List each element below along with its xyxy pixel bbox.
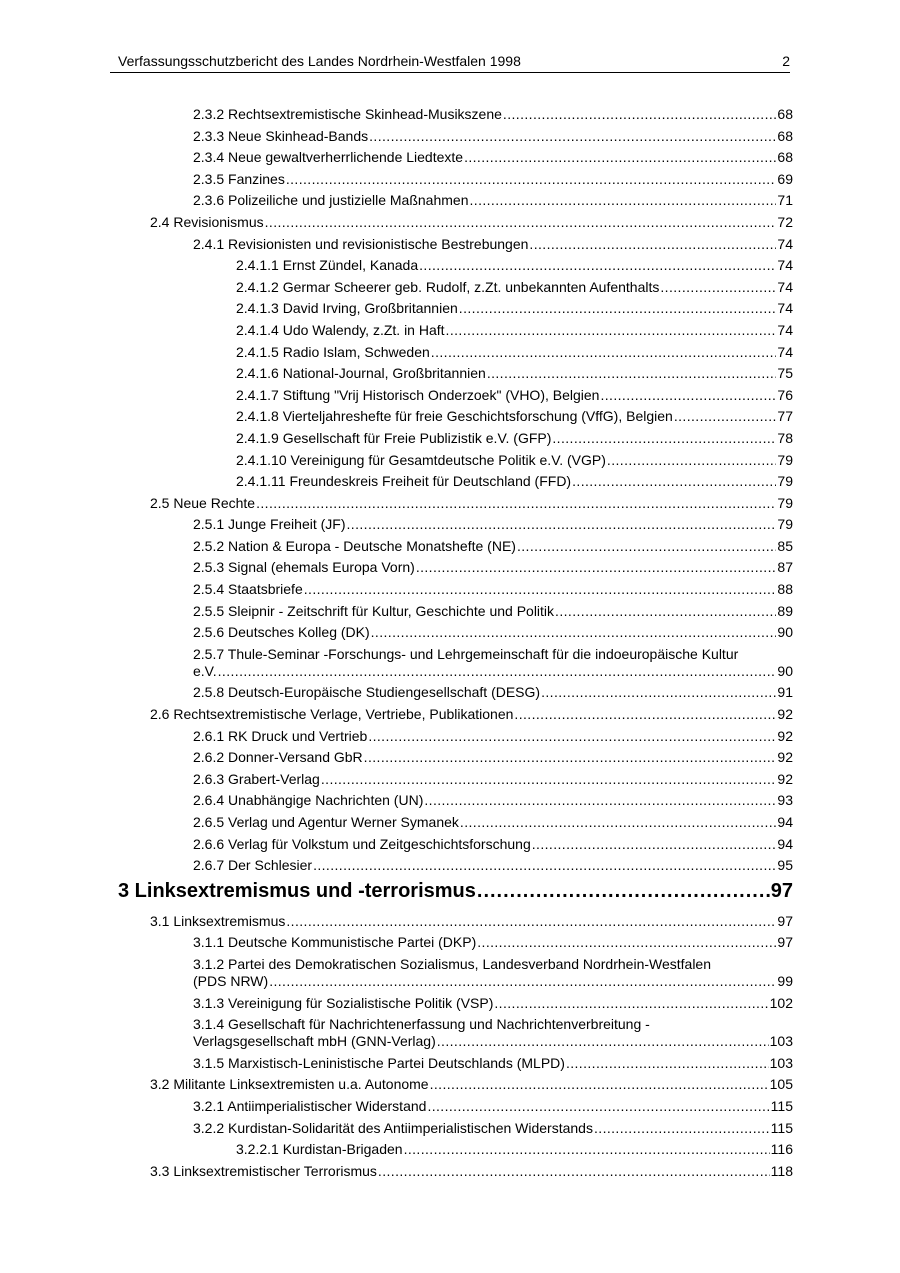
- toc-entry-page: 92: [777, 706, 793, 723]
- toc-entry-page: 79: [777, 451, 793, 468]
- toc-entry-page: 95: [777, 857, 793, 874]
- toc-entry[interactable]: [236, 279, 793, 296]
- toc-entry-page: 92: [777, 727, 793, 744]
- dot-leader: [541, 684, 776, 701]
- dot-leader: [404, 1141, 770, 1158]
- toc-entry-page: 91: [777, 684, 793, 701]
- toc-entry-page: 92: [777, 770, 793, 787]
- dot-leader: [555, 603, 776, 620]
- toc-entry-title: 2.3.2 Rechtsextremistische Skinhead-Musikszene: [193, 106, 502, 122]
- toc-entry-title: 2.4.1.7 Stiftung "Vrij Historisch Onderzoek" (VHO), Belgien: [236, 386, 600, 403]
- toc-entry-page: 85: [777, 537, 793, 554]
- toc-entry[interactable]: [193, 559, 793, 576]
- toc-entry-title: 2.3.3 Neue Skinhead-Bands: [193, 127, 369, 144]
- toc-entry-page: 78: [777, 429, 793, 446]
- toc-entry-title: 2.4.1.6 National-Journal, Großbritannien: [236, 365, 486, 382]
- toc-entry[interactable]: [193, 516, 793, 533]
- toc-entry-title: 2.4.1.11 Freundeskreis Freiheit für Deutschland (FFD): [236, 473, 572, 490]
- toc-entry[interactable]: [193, 624, 793, 641]
- toc-entry-page: 74: [777, 321, 793, 338]
- toc-entry[interactable]: [150, 1076, 793, 1093]
- toc-entry[interactable]: [193, 857, 793, 874]
- page-header: [110, 52, 790, 73]
- toc-entry-title: 2.3.5 Fanzines: [193, 170, 285, 187]
- dot-leader: [431, 344, 777, 361]
- toc-entry[interactable]: [193, 836, 793, 853]
- dot-leader: [424, 792, 776, 809]
- toc-entry[interactable]: [193, 934, 793, 951]
- toc-entry-title: 3.1.1 Deutsche Kommunistische Partei (DKP): [193, 934, 477, 951]
- toc-entry[interactable]: [236, 387, 793, 404]
- dot-leader: [660, 279, 776, 296]
- dot-leader: [464, 149, 776, 166]
- toc-entry-title: 2.5.5 Sleipnir - Zeitschrift für Kultur, Geschichte und Politik: [193, 602, 555, 619]
- toc-entry-title: 3.2.2.1 Kurdistan-Brigaden: [236, 1141, 403, 1158]
- toc-entry[interactable]: [193, 728, 793, 745]
- dot-leader: [378, 1163, 770, 1180]
- toc-entry-title: 3 Linksextremismus und -terrorismus: [118, 879, 476, 902]
- toc-entry-page: 76: [777, 386, 793, 403]
- toc-entry-page: 105: [769, 1076, 793, 1093]
- toc-entry[interactable]: [193, 956, 793, 990]
- dot-leader: [594, 1120, 770, 1137]
- toc-entry-title: 2.6.1 RK Druck und Vertrieb: [193, 727, 368, 744]
- dot-leader: [459, 300, 777, 317]
- dot-leader: [313, 857, 776, 874]
- toc-entry-title: 3.3 Linksextremistischer Terrorismus: [150, 1162, 377, 1179]
- toc-entry-page: 115: [770, 1097, 793, 1114]
- toc-entry-title: 2.5.8 Deutsch-Europäische Studiengesellschaft (DESG): [193, 684, 541, 701]
- toc-entry-title: 2.6.6 Verlag für Volkstum und Zeitgeschichtsforschung: [193, 835, 531, 852]
- dot-leader: [286, 171, 777, 188]
- toc-entry-page: 97: [777, 934, 793, 951]
- dot-leader: [437, 1033, 769, 1050]
- toc-entry[interactable]: [236, 430, 793, 447]
- dot-leader: [430, 1076, 769, 1093]
- toc-entry[interactable]: [193, 814, 793, 831]
- dot-leader: [419, 257, 776, 274]
- toc-entry-page: 72: [777, 213, 793, 230]
- dot-leader: [566, 1055, 769, 1072]
- page-number: 2: [782, 53, 790, 69]
- toc-entry-page: 94: [777, 814, 793, 830]
- toc-entry-page: 116: [770, 1141, 793, 1158]
- toc-entry[interactable]: [118, 879, 793, 903]
- toc-entry-title-continued: (PDS NRW): [193, 972, 269, 989]
- toc-entry[interactable]: [193, 192, 793, 209]
- toc-entry-title: 2.6 Rechtsextremistische Verlage, Vertriebe, Publikationen: [150, 706, 514, 723]
- toc-entry-page: 92: [777, 749, 793, 766]
- dot-leader: [369, 128, 776, 145]
- toc-entry-page: 89: [777, 602, 793, 619]
- dot-leader: [286, 913, 776, 930]
- toc-entry[interactable]: [236, 300, 793, 317]
- dot-leader: [446, 322, 777, 339]
- toc-entry-page: 71: [777, 192, 793, 209]
- toc-entry-title: 2.5.7 Thule-Seminar -Forschungs- und Lehrgemeinschaft für die indoeuropäische Kultur: [193, 645, 739, 662]
- toc-entry[interactable]: [193, 749, 793, 766]
- toc-entry[interactable]: [193, 1055, 793, 1072]
- toc-entry-title: 2.5.1 Junge Freiheit (JF): [193, 516, 346, 533]
- dot-leader: [514, 706, 776, 723]
- toc-entry-title: 2.5 Neue Rechte: [150, 494, 256, 511]
- toc-entry[interactable]: [193, 684, 793, 701]
- toc-entry-page: 79: [777, 516, 793, 533]
- toc-entry[interactable]: [236, 452, 793, 469]
- toc-entry[interactable]: [193, 149, 793, 166]
- toc-entry[interactable]: [193, 646, 793, 680]
- toc-entry[interactable]: [193, 603, 793, 620]
- toc-entry-title: 2.5.2 Nation & Europa - Deutsche Monatshefte (NE): [193, 537, 516, 554]
- dot-leader: [532, 836, 777, 853]
- toc-entry-page: 75: [777, 365, 793, 382]
- dot-leader: [607, 452, 777, 469]
- dot-leader: [364, 749, 777, 766]
- toc-entry-title: 3.2.2 Kurdistan-Solidarität des Antiimperialistischen Widerstands: [193, 1119, 593, 1136]
- table-of-contents: [0, 106, 900, 1184]
- toc-entry-title: 2.6.5 Verlag und Agentur Werner Symanek: [193, 814, 459, 830]
- toc-entry-title: 3.1.4 Gesellschaft für Nachrichtenerfassung und Nachrichtenverbreitung -: [193, 1016, 650, 1033]
- toc-entry[interactable]: [236, 1141, 793, 1158]
- toc-entry[interactable]: [150, 706, 793, 723]
- toc-entry-page: 115: [770, 1119, 793, 1136]
- toc-entry-page: 90: [777, 662, 793, 679]
- toc-entry-page: 74: [777, 343, 793, 360]
- dot-leader: [265, 214, 777, 231]
- toc-entry-page: 74: [777, 300, 793, 317]
- toc-entry-title-continued: e.V.: [193, 662, 217, 679]
- dot-leader: [469, 192, 776, 209]
- toc-entry-page: 87: [777, 559, 793, 576]
- dot-leader: [477, 879, 770, 903]
- toc-entry-page: 103: [769, 1054, 793, 1071]
- toc-entry[interactable]: [150, 214, 793, 231]
- toc-entry-title: 2.4.1.5 Radio Islam, Schweden: [236, 343, 430, 360]
- toc-entry-title: 3.1.2 Partei des Demokratischen Sozialismus, Landesverband Nordrhein-Westfalen: [193, 955, 712, 972]
- toc-entry-title: 2.6.3 Grabert-Verlag: [193, 770, 320, 787]
- toc-entry-title: 2.3.4 Neue gewaltverherrlichende Liedtexte: [193, 149, 464, 166]
- toc-entry-title-continued: Verlagsgesellschaft mbH (GNN-Verlag): [193, 1033, 436, 1050]
- toc-entry-title: 2.4.1.3 David Irving, Großbritannien: [236, 300, 458, 317]
- dot-leader: [321, 771, 777, 788]
- dot-leader: [494, 995, 768, 1012]
- toc-entry-page: 103: [769, 1033, 793, 1050]
- toc-entry-page: 74: [777, 257, 793, 274]
- toc-entry-title: 2.4.1.1 Ernst Zündel, Kanada: [236, 257, 419, 274]
- toc-entry-page: 77: [777, 408, 793, 425]
- toc-entry[interactable]: [236, 344, 793, 361]
- dot-leader: [477, 934, 776, 951]
- toc-entry[interactable]: [193, 1098, 793, 1115]
- dot-leader: [256, 495, 776, 512]
- toc-entry-page: 68: [777, 127, 793, 144]
- document-title: Verfassungsschutzbericht des Landes Nordrhein-Westfalen 1998: [118, 53, 521, 69]
- toc-entry[interactable]: [150, 495, 793, 512]
- toc-entry[interactable]: [236, 473, 793, 490]
- dot-leader: [517, 538, 776, 555]
- toc-entry-page: 97: [770, 879, 793, 902]
- toc-entry-title: 2.6.4 Unabhängige Nachrichten (UN): [193, 792, 424, 809]
- toc-entry-page: 97: [777, 912, 793, 929]
- toc-entry-page: 69: [777, 170, 793, 187]
- toc-entry-title: 3.1.3 Vereinigung für Sozialistische Politik (VSP): [193, 994, 494, 1011]
- dot-leader: [529, 236, 776, 253]
- toc-entry-title: 3.1 Linksextremismus: [150, 912, 286, 929]
- dot-leader: [572, 473, 776, 490]
- dot-leader: [487, 365, 777, 382]
- dot-leader: [269, 973, 776, 990]
- toc-entry[interactable]: [236, 365, 793, 382]
- toc-entry-page: 118: [770, 1162, 793, 1179]
- toc-entry-page: 74: [777, 278, 793, 295]
- toc-entry-title: 3.2.1 Antiimperialistischer Widerstand: [193, 1097, 427, 1114]
- toc-entry[interactable]: [236, 322, 793, 339]
- toc-entry-title: 2.4.1.10 Vereinigung für Gesamtdeutsche Politik e.V. (VGP): [236, 451, 606, 468]
- dot-leader: [371, 624, 777, 641]
- dot-leader: [674, 408, 777, 425]
- dot-leader: [347, 516, 777, 533]
- toc-entry[interactable]: [236, 408, 793, 425]
- toc-entry-page: 90: [777, 624, 793, 641]
- toc-entry-page: 68: [777, 106, 793, 122]
- toc-entry-page: 68: [777, 149, 793, 166]
- toc-entry-title: 2.4.1 Revisionisten und revisionistische Bestrebungen: [193, 235, 529, 252]
- dot-leader: [427, 1098, 769, 1115]
- dot-leader: [368, 728, 776, 745]
- toc-entry[interactable]: [193, 995, 793, 1012]
- toc-entry-title: 2.6.2 Donner-Versand GbR: [193, 749, 363, 766]
- toc-entry[interactable]: [193, 1016, 793, 1050]
- toc-entry-title: 2.6.7 Der Schlesier: [193, 857, 313, 874]
- toc-entry[interactable]: [193, 1120, 793, 1137]
- toc-entry[interactable]: [193, 106, 793, 123]
- toc-entry-title: 2.5.3 Signal (ehemals Europa Vorn): [193, 559, 415, 576]
- toc-entry-page: 102: [769, 994, 793, 1011]
- toc-entry-title: 2.5.4 Staatsbriefe: [193, 581, 303, 598]
- toc-entry-page: 93: [777, 792, 793, 809]
- toc-entry[interactable]: [193, 771, 793, 788]
- toc-entry-page: 74: [777, 235, 793, 252]
- toc-entry-title: 2.4.1.8 Vierteljahreshefte für freie Geschichtsforschung (VffG), Belgien: [236, 408, 673, 425]
- toc-entry[interactable]: [236, 257, 793, 274]
- toc-entry-title: 3.1.5 Marxistisch-Leninistische Partei Deutschlands (MLPD): [193, 1054, 565, 1071]
- toc-entry-page: 99: [777, 972, 793, 989]
- toc-entry-title: 2.4 Revisionismus: [150, 213, 264, 230]
- dot-leader: [600, 387, 776, 404]
- toc-entry[interactable]: [150, 913, 793, 930]
- toc-entry-title: 2.4.1.9 Gesellschaft für Freie Publizistik e.V. (GFP): [236, 429, 552, 446]
- toc-entry-page: 88: [777, 581, 793, 598]
- dot-leader: [218, 663, 777, 680]
- toc-entry[interactable]: [193, 792, 793, 809]
- toc-entry-title: 2.3.6 Polizeiliche und justizielle Maßnahmen: [193, 192, 469, 209]
- toc-entry-title: 2.4.1.2 Germar Scheerer geb. Rudolf, z.Zt. unbekannten Aufenthalts: [236, 278, 660, 295]
- dot-leader: [416, 559, 777, 576]
- dot-leader: [503, 106, 777, 123]
- dot-leader: [552, 430, 776, 447]
- toc-entry-title: 3.2 Militante Linksextremisten u.a. Autonome: [150, 1076, 429, 1093]
- toc-entry[interactable]: [150, 1163, 793, 1180]
- toc-entry-page: 79: [777, 494, 793, 511]
- dot-leader: [460, 814, 777, 831]
- toc-entry-title: 2.5.6 Deutsches Kolleg (DK): [193, 624, 370, 641]
- dot-leader: [304, 581, 777, 598]
- toc-entry-page: 79: [777, 473, 793, 490]
- toc-entry[interactable]: [193, 171, 793, 188]
- toc-entry-title: 2.4.1.4 Udo Walendy, z.Zt. in Haft: [236, 321, 445, 338]
- toc-entry[interactable]: [193, 128, 793, 145]
- toc-entry[interactable]: [193, 581, 793, 598]
- toc-entry-page: 94: [777, 835, 793, 852]
- toc-entry[interactable]: [193, 236, 793, 253]
- toc-entry[interactable]: [193, 538, 793, 555]
